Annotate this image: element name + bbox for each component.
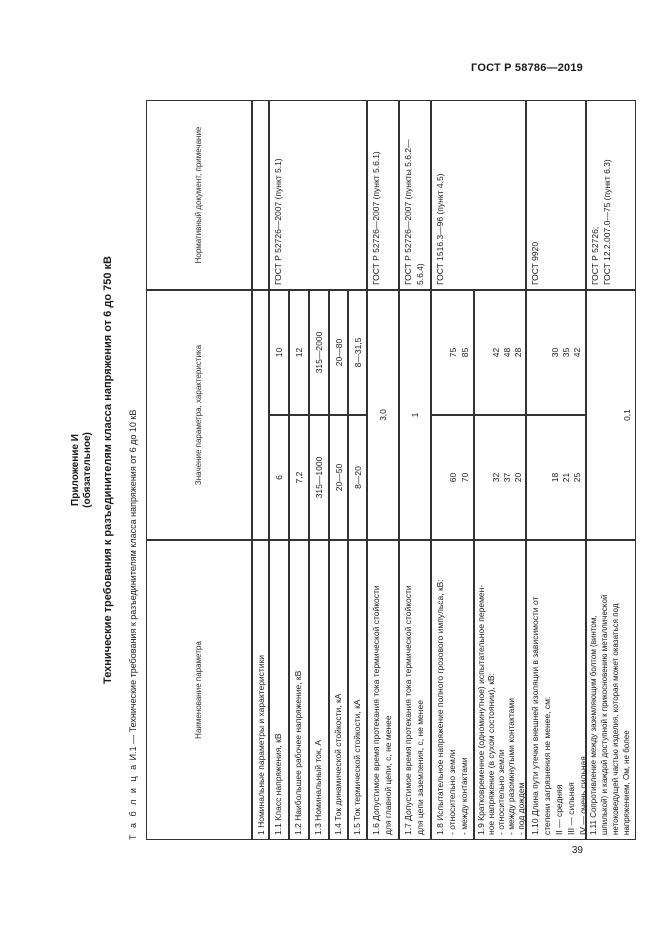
row-1-6-name: [367, 540, 399, 840]
row-1-7-ref-line1: ГОСТ Р 52726—2007 (пункты 5.6.2—: [403, 139, 413, 285]
table-caption-text: — Технические требования к разъединителям класса напряжения от 6 до 10 кВ: [128, 409, 138, 744]
row-1-9-value-10kv-earth: 42: [490, 347, 501, 358]
row-1-6-ref: ГОСТ Р 52726—2007 (пункт 5.6.1): [367, 100, 399, 290]
row-1-11-name: [586, 540, 636, 840]
row-1-9-value-6kv: [474, 415, 526, 540]
row-1-10-name-line5: IV — очень сильная: [578, 756, 588, 835]
row-1-10-value-10kv: [526, 290, 586, 415]
row-1-8-name-line2: - относительно земли: [447, 749, 457, 835]
row-1-8-value-10kv-contacts: 85: [459, 347, 470, 358]
main-heading: Технические требования к разъединителям класса напряжения от 6 до 750 кВ: [102, 256, 114, 684]
row-1-3-name: 1.3 Номинальный ток, А: [309, 540, 329, 840]
row-1-11-name-line1: 1.11 Сопротивление между заземляющим болтом (винтом,: [589, 615, 598, 835]
page-number: 39: [571, 845, 583, 856]
row-1-9-value-6kv-contacts: 37: [501, 472, 512, 483]
row-1-10-name-line2: степени загрязнения не менее, см:: [542, 696, 552, 835]
row-1-11-value: 0,1: [586, 290, 636, 540]
row-1-5-value-6kv: 8—20: [348, 415, 367, 540]
row-1-11-name-line3: нетоковедущей частью изделия, которая может оказаться под: [611, 603, 620, 835]
row-1-7-name-line1: 1.7 Допустимое время протекания тока термической стойкости: [403, 585, 413, 835]
row-1-9-name-line3: - относительно земли: [496, 749, 506, 835]
table-caption: [128, 100, 138, 840]
row-1-8-name-line3: - между контактами: [459, 757, 469, 835]
row-1-9-name-line5: - под дождем: [516, 782, 526, 835]
header-param: Наименование параметра: [146, 540, 252, 840]
row-1-11-ref-line2: ГОСТ 12.2.007.0—75 (пункт 6.3): [602, 159, 612, 285]
appendix-status: (обязательное): [82, 432, 93, 508]
row-1-9-value-10kv-contacts: 48: [501, 347, 512, 358]
row-1-1-name: 1.1 Класс напряжения, кВ: [269, 540, 289, 840]
row-1-10-value-6kv-very-heavy: 25: [571, 472, 582, 483]
row-1-1-value-6kv: 6: [269, 415, 289, 540]
row-1-5-name: 1.5 Ток термической стойкости, кА: [348, 540, 367, 840]
table-caption-number: И.1: [128, 746, 138, 761]
row-1-4-value-10kv: 20—80: [329, 290, 348, 415]
row-1-1-ref: ГОСТ Р 52726—2007 (пункт 5.1): [269, 100, 367, 290]
row-1-10-value-10kv-heavy: 35: [560, 347, 571, 358]
row-1-8-ref: ГОСТ 1516.3—96 (пункт 4.5): [431, 100, 526, 290]
row-1-9-name-line2: ное напряжение (в сухом состоянии), кВ:: [486, 673, 496, 835]
appendix-title: Приложение И: [70, 434, 81, 506]
row-1-7-value: 1: [399, 290, 431, 540]
row-1-10-name-line1: 1.10 Длина пути утечки внешней изоляции в зависимости от: [530, 596, 540, 835]
header-ref: Нормативный документ, примечание: [146, 100, 252, 290]
row-1-8-value-10kv: [431, 290, 474, 415]
row-1-10-ref: ГОСТ 9920: [526, 100, 586, 290]
row-1-10-value-6kv-heavy: 21: [560, 472, 571, 483]
row-1-name: 1 Номинальные параметры и характеристики: [252, 540, 269, 840]
row-1-9-value-6kv-rain: 20: [512, 472, 523, 483]
row-1-9-value-10kv-rain: 28: [512, 347, 523, 358]
row-1-10-value-6kv-medium: 18: [549, 472, 560, 483]
row-1-value: [252, 290, 269, 540]
row-1-8-name-line1: 1.8 Испытательное напряжение полного грозового импульса, кВ:: [435, 579, 445, 835]
row-1-4-name: 1.4 Ток динамической стойкости, кА: [329, 540, 348, 840]
row-1-11-name-line2: шпилькой) и каждой доступной к прикосновению металлической: [600, 594, 609, 835]
row-1-6-name-line2: для главной цепи, с, не менее: [383, 715, 393, 835]
row-1-2-name: 1.2 Наибольшее рабочее напряжение, кВ: [289, 540, 309, 840]
rotated-content: [70, 100, 632, 840]
row-1-10-name-line4: III — сильная: [566, 782, 576, 835]
row-1-2-value-6kv: 7,2: [289, 415, 309, 540]
row-1-9-value-10kv: [474, 290, 526, 415]
row-1-9-name: [474, 540, 526, 840]
row-1-5-value-10kv: 8—31,5: [348, 290, 367, 415]
row-1-6-value: 3,0: [367, 290, 399, 540]
row-1-2-value-10kv: 12: [289, 290, 309, 415]
document-id: ГОСТ Р 58786—2019: [471, 62, 583, 74]
row-1-11-name-line4: напряжением, Ом, не более: [622, 730, 631, 835]
row-1-3-value-6kv: 315—1000: [309, 415, 329, 540]
row-1-9-name-line1: 1.9 Кратковременное (одноминутное) испытательное перемен-: [476, 584, 486, 835]
row-1-1-value-10kv: 10: [269, 290, 289, 415]
row-1-11-ref-line1: ГОСТ Р 52726;: [590, 226, 600, 285]
row-1-4-value-6kv: 20—50: [329, 415, 348, 540]
row-1-10-value-10kv-medium: 30: [549, 347, 560, 358]
row-1-ref: [252, 100, 269, 290]
row-1-8-name: [431, 540, 474, 840]
row-1-10-value-6kv: [526, 415, 586, 540]
row-1-9-name-line4: - между разомкнутыми контактами: [506, 698, 516, 835]
row-1-7-name: [399, 540, 431, 840]
row-1-8-value-6kv-contacts: 70: [459, 472, 470, 483]
row-1-8-value-6kv-earth: 60: [447, 472, 458, 483]
row-1-3-value-10kv: 315—2000: [309, 290, 329, 415]
row-1-10-name-line3: II — средняя: [554, 784, 564, 835]
row-1-7-name-line2: для цепи заземления, с, не менее: [415, 700, 425, 835]
row-1-6-name-line1: 1.6 Допустимое время протекания тока термической стойкости: [371, 585, 381, 835]
header-value: Значение параметра, характеристика: [146, 290, 252, 540]
row-1-7-ref-line2: 5.6.4): [415, 263, 425, 285]
table-caption-word: Т а б л и ц а: [128, 762, 138, 840]
row-1-8-value-10kv-earth: 75: [447, 347, 458, 358]
row-1-9-value-6kv-earth: 32: [490, 472, 501, 483]
row-1-11-ref: [586, 100, 636, 290]
row-1-10-name: [526, 540, 586, 840]
row-1-8-value-6kv: [431, 415, 474, 540]
row-1-7-ref: [399, 100, 431, 290]
row-1-10-value-10kv-very-heavy: 42: [571, 347, 582, 358]
